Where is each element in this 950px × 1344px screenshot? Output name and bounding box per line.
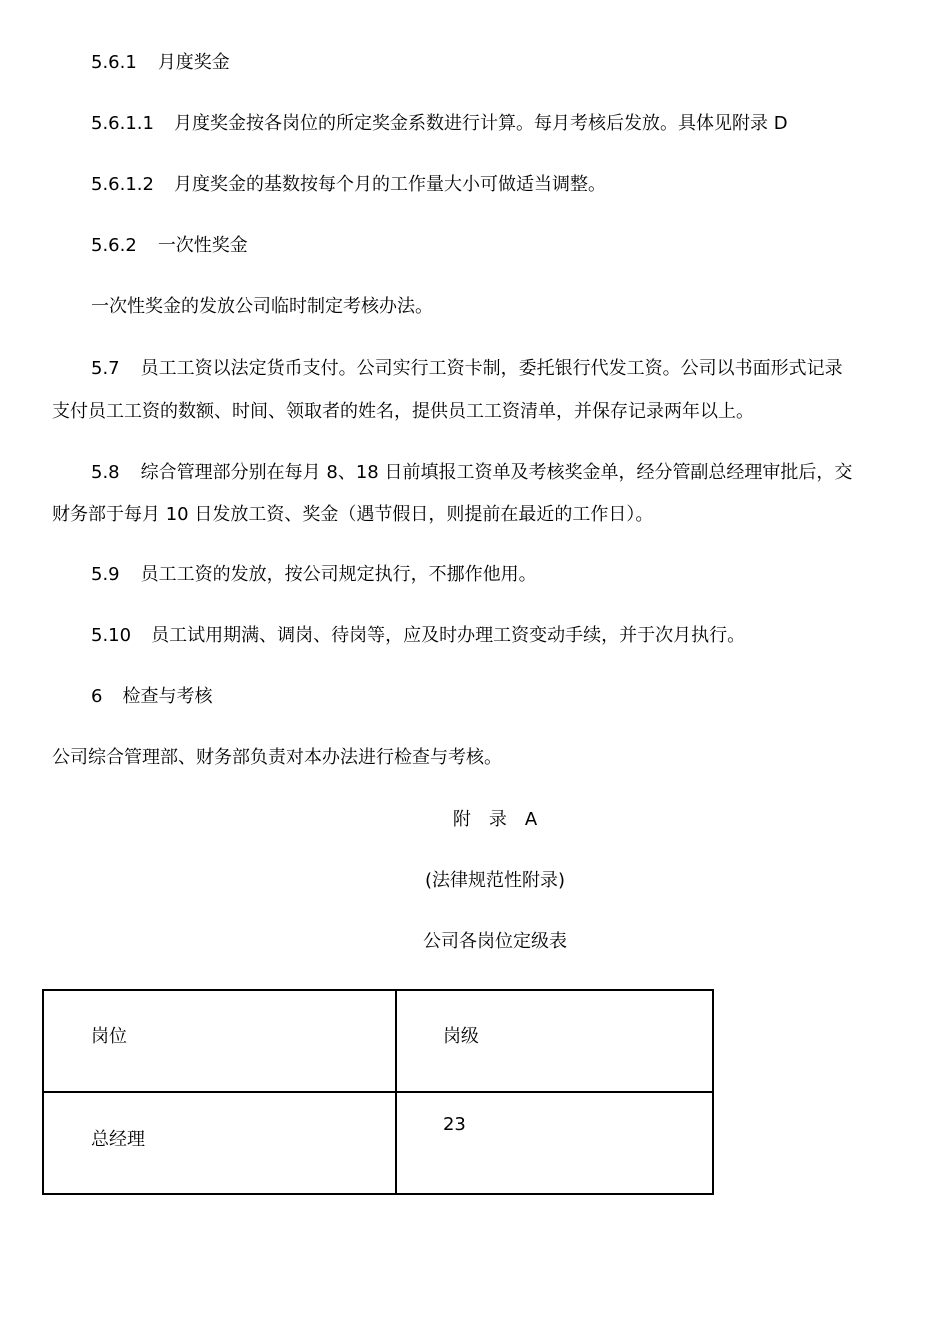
section-text: 综合管理部分别在每月 8、18 日前填报工资单及考核奖金单，经分管副总经理审批后，交 (140, 462, 853, 483)
section-text: 员工工资的发放，按公司规定执行，不挪作他用。 (140, 564, 537, 585)
section-5-7 (91, 357, 843, 381)
section-number: 5.7 (91, 358, 120, 379)
section-5-10 (91, 624, 745, 648)
table-row (43, 1092, 713, 1194)
section-heading: 检查与考核 (122, 686, 213, 707)
position-grade-table (42, 989, 714, 1195)
table-title: 公司各岗位定级表 (423, 931, 567, 952)
cell-position: 总经理 (91, 1129, 145, 1150)
table-cell (396, 990, 713, 1092)
section-5-9 (91, 563, 537, 587)
section-number: 5.6.1.2 (91, 174, 154, 195)
section-number: 5.6.2 (91, 235, 137, 256)
section-heading: 一次性奖金 (157, 235, 248, 256)
section-5-7-continued: 支付员工工资的数额、时间、领取者的姓名，提供员工工资清单，并保存记录两年以上。 (52, 401, 754, 422)
section-5-6-1 (91, 51, 230, 75)
table-cell (43, 1092, 396, 1194)
table-cell (43, 990, 396, 1092)
section-text: 员工工资以法定货币支付。公司实行工资卡制，委托银行代发工资。公司以书面形式记录 (140, 358, 843, 379)
section-5-6-2 (91, 234, 248, 258)
section-5-6-1-2 (91, 173, 606, 197)
column-header-grade: 岗级 (442, 1026, 479, 1047)
column-header-position: 岗位 (91, 1026, 127, 1047)
section-5-8-continued: 财务部于每月 10 日发放工资、奖金（遇节假日，则提前在最近的工作日）。 (52, 504, 654, 525)
appendix-subtitle: (法律规范性附录) (424, 870, 566, 891)
section-number: 5.8 (91, 462, 120, 483)
section-number: 5.9 (91, 564, 120, 585)
cell-grade: 23 (442, 1114, 466, 1135)
section-5-8 (91, 461, 852, 485)
section-text: 月度奖金按各岗位的所定奖金系数进行计算。每月考核后发放。具体见附录 D (173, 113, 788, 134)
section-number: 5.6.1.1 (91, 113, 154, 134)
section-5-6-2-body: 一次性奖金的发放公司临时制定考核办法。 (91, 296, 433, 317)
section-heading: 月度奖金 (157, 52, 230, 73)
table-cell (396, 1092, 713, 1194)
section-number: 6 (91, 686, 103, 707)
section-6 (91, 685, 212, 709)
section-number: 5.10 (91, 625, 132, 646)
section-text: 员工试用期满、调岗、待岗等，应及时办理工资变动手续，并于次月执行。 (151, 625, 746, 646)
section-text: 月度奖金的基数按每个月的工作量大小可做适当调整。 (173, 174, 606, 195)
table-header-row (43, 990, 713, 1092)
appendix-title: 附 录 A (452, 809, 538, 830)
section-6-body: 公司综合管理部、财务部负责对本办法进行检查与考核。 (52, 747, 502, 768)
section-5-6-1-1 (91, 112, 788, 136)
section-number: 5.6.1 (91, 52, 137, 73)
